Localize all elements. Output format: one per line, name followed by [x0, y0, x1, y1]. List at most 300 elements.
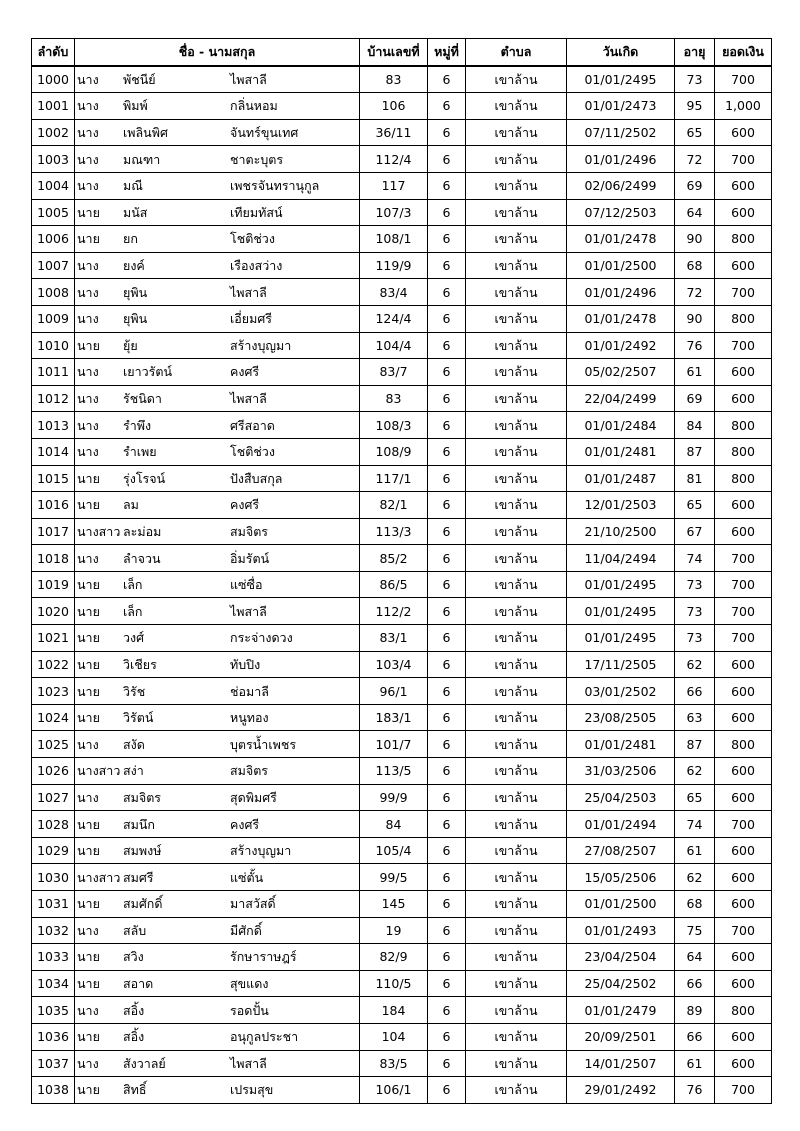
name-prefix: นาง	[77, 284, 99, 300]
cell-no: 1000	[32, 66, 75, 93]
cell-amount: 800	[715, 412, 772, 439]
table-row	[32, 385, 772, 412]
last-name: แซ่ซื่อ	[230, 577, 263, 593]
name-prefix: นาง	[77, 391, 99, 407]
last-name: เรืองสว่าง	[230, 258, 283, 274]
first-name: วิเชียร	[123, 656, 157, 672]
cell-tambon: เขาล้าน	[466, 811, 567, 838]
cell-birth: 23/08/2505	[567, 704, 675, 731]
cell-name	[75, 146, 360, 173]
cell-house: 82/1	[360, 492, 428, 519]
cell-name	[75, 465, 360, 492]
cell-name	[75, 93, 360, 120]
cell-amount: 700	[715, 66, 772, 93]
table-row	[32, 545, 772, 572]
last-name: กลิ่นหอม	[230, 98, 278, 114]
last-name: ไพสาลี	[230, 284, 267, 300]
cell-tambon: เขาล้าน	[466, 758, 567, 785]
table-row	[32, 119, 772, 146]
cell-tambon: เขาล้าน	[466, 997, 567, 1024]
cell-name	[75, 492, 360, 519]
full-name	[77, 652, 359, 677]
cell-birth: 29/01/2492	[567, 1077, 675, 1104]
full-name	[77, 838, 359, 863]
cell-tambon: เขาล้าน	[466, 465, 567, 492]
cell-birth: 11/04/2494	[567, 545, 675, 572]
cell-moo: 6	[428, 625, 466, 652]
first-name: ยงค์	[123, 258, 145, 274]
cell-moo: 6	[428, 359, 466, 386]
table-row	[32, 784, 772, 811]
first-name: สมนึก	[123, 816, 155, 832]
cell-amount: 800	[715, 731, 772, 758]
last-name: สร้างบุญมา	[230, 843, 292, 859]
name-prefix: นางสาว	[77, 523, 121, 539]
cell-age: 68	[675, 252, 715, 279]
cell-birth: 01/01/2500	[567, 252, 675, 279]
full-name	[77, 865, 359, 890]
cell-tambon: เขาล้าน	[466, 252, 567, 279]
cell-age: 62	[675, 758, 715, 785]
cell-moo: 6	[428, 412, 466, 439]
cell-house: 83	[360, 66, 428, 93]
cell-no: 1013	[32, 412, 75, 439]
last-name: โชติช่วง	[230, 231, 275, 247]
full-name	[77, 492, 359, 517]
cell-age: 95	[675, 93, 715, 120]
cell-house: 105/4	[360, 837, 428, 864]
full-name	[77, 944, 359, 969]
last-name: ไพสาลี	[230, 391, 267, 407]
cell-birth: 05/02/2507	[567, 359, 675, 386]
last-name: ช่อมาลี	[230, 683, 269, 699]
cell-birth: 01/01/2496	[567, 146, 675, 173]
last-name: กระจ่างดวง	[230, 630, 293, 646]
cell-age: 72	[675, 279, 715, 306]
first-name: วิรัตน์	[123, 710, 154, 726]
cell-no: 1010	[32, 332, 75, 359]
table-row	[32, 891, 772, 918]
cell-moo: 6	[428, 199, 466, 226]
cell-moo: 6	[428, 438, 466, 465]
cell-name	[75, 518, 360, 545]
cell-name	[75, 545, 360, 572]
last-name: ไพสาลี	[230, 71, 267, 87]
cell-house: 112/4	[360, 146, 428, 173]
cell-tambon: เขาล้าน	[466, 279, 567, 306]
name-prefix: นาย	[77, 1082, 100, 1098]
cell-birth: 22/04/2499	[567, 385, 675, 412]
cell-birth: 01/01/2481	[567, 731, 675, 758]
cell-birth: 14/01/2507	[567, 1050, 675, 1077]
last-name: แซ่ตั้น	[230, 869, 264, 885]
cell-house: 96/1	[360, 678, 428, 705]
cell-age: 81	[675, 465, 715, 492]
cell-birth: 25/04/2502	[567, 970, 675, 997]
header-name: ชื่อ - นามสกุล	[75, 39, 360, 66]
cell-amount: 700	[715, 625, 772, 652]
cell-no: 1034	[32, 970, 75, 997]
first-name: รัชนิดา	[123, 391, 162, 407]
first-name: ยุพิน	[123, 284, 148, 300]
table-row	[32, 1050, 772, 1077]
cell-name	[75, 385, 360, 412]
cell-moo: 6	[428, 226, 466, 253]
name-prefix: นาย	[77, 603, 100, 619]
cell-no: 1024	[32, 704, 75, 731]
full-name	[77, 333, 359, 358]
cell-age: 73	[675, 625, 715, 652]
last-name: ชาตะบุตร	[230, 151, 284, 167]
cell-house: 107/3	[360, 199, 428, 226]
cell-name	[75, 359, 360, 386]
cell-birth: 01/01/2492	[567, 332, 675, 359]
full-name	[77, 599, 359, 624]
cell-moo: 6	[428, 571, 466, 598]
cell-age: 65	[675, 492, 715, 519]
cell-tambon: เขาล้าน	[466, 332, 567, 359]
last-name: สุดพิมศรี	[230, 789, 277, 805]
cell-moo: 6	[428, 545, 466, 572]
cell-name	[75, 704, 360, 731]
cell-house: 19	[360, 917, 428, 944]
cell-age: 90	[675, 305, 715, 332]
table-row	[32, 837, 772, 864]
cell-moo: 6	[428, 252, 466, 279]
full-name	[77, 466, 359, 491]
cell-birth: 01/01/2478	[567, 226, 675, 253]
name-prefix: นาย	[77, 577, 100, 593]
first-name: สง่า	[123, 763, 144, 779]
table-row	[32, 651, 772, 678]
cell-amount: 600	[715, 119, 772, 146]
first-name: เล็ก	[123, 603, 143, 619]
cell-no: 1004	[32, 172, 75, 199]
cell-age: 74	[675, 811, 715, 838]
cell-birth: 01/01/2481	[567, 438, 675, 465]
last-name: จันทร์ขุนเทศ	[230, 125, 299, 141]
cell-house: 101/7	[360, 731, 428, 758]
last-name: เปรมสุข	[230, 1082, 274, 1098]
cell-tambon: เขาล้าน	[466, 891, 567, 918]
cell-name	[75, 1050, 360, 1077]
cell-moo: 6	[428, 1050, 466, 1077]
name-prefix: นาง	[77, 417, 99, 433]
name-prefix: นาย	[77, 949, 100, 965]
cell-age: 65	[675, 784, 715, 811]
cell-name	[75, 678, 360, 705]
cell-house: 99/9	[360, 784, 428, 811]
cell-house: 85/2	[360, 545, 428, 572]
last-name: ปังสืบสกุล	[230, 470, 283, 486]
cell-name	[75, 864, 360, 891]
cell-birth: 01/01/2487	[567, 465, 675, 492]
last-name: รอดปั้น	[230, 1002, 269, 1018]
cell-amount: 600	[715, 864, 772, 891]
cell-name	[75, 199, 360, 226]
cell-age: 73	[675, 598, 715, 625]
name-prefix: นาง	[77, 922, 99, 938]
cell-amount: 600	[715, 492, 772, 519]
name-prefix: นาง	[77, 71, 99, 87]
table-row	[32, 970, 772, 997]
last-name: ไพสาลี	[230, 603, 267, 619]
cell-tambon: เขาล้าน	[466, 545, 567, 572]
table-row	[32, 864, 772, 891]
cell-amount: 600	[715, 970, 772, 997]
last-name: ทับปิง	[230, 656, 261, 672]
full-name	[77, 1051, 359, 1076]
cell-birth: 07/12/2503	[567, 199, 675, 226]
cell-name	[75, 571, 360, 598]
cell-no: 1038	[32, 1077, 75, 1104]
table-row	[32, 625, 772, 652]
table-row	[32, 492, 772, 519]
full-name	[77, 359, 359, 384]
header-birth: วันเกิด	[567, 39, 675, 66]
cell-amount: 1,000	[715, 93, 772, 120]
cell-name	[75, 305, 360, 332]
cell-tambon: เขาล้าน	[466, 944, 567, 971]
cell-house: 82/9	[360, 944, 428, 971]
cell-birth: 23/04/2504	[567, 944, 675, 971]
cell-tambon: เขาล้าน	[466, 492, 567, 519]
full-name	[77, 679, 359, 704]
cell-tambon: เขาล้าน	[466, 305, 567, 332]
cell-moo: 6	[428, 172, 466, 199]
first-name: สอิ้ง	[123, 1002, 145, 1018]
first-name: มนัส	[123, 204, 148, 220]
table-row	[32, 438, 772, 465]
cell-no: 1007	[32, 252, 75, 279]
cell-no: 1035	[32, 997, 75, 1024]
name-prefix: นาย	[77, 231, 100, 247]
cell-no: 1020	[32, 598, 75, 625]
full-name	[77, 891, 359, 916]
cell-house: 183/1	[360, 704, 428, 731]
cell-birth: 01/01/2484	[567, 412, 675, 439]
cell-amount: 700	[715, 146, 772, 173]
cell-amount: 800	[715, 465, 772, 492]
cell-tambon: เขาล้าน	[466, 359, 567, 386]
cell-tambon: เขาล้าน	[466, 438, 567, 465]
first-name: เพลินพิศ	[123, 125, 168, 141]
cell-tambon: เขาล้าน	[466, 917, 567, 944]
cell-house: 84	[360, 811, 428, 838]
name-prefix: นาย	[77, 1029, 100, 1045]
name-prefix: นาง	[77, 258, 99, 274]
name-prefix: นาง	[77, 1055, 99, 1071]
name-prefix: นาย	[77, 656, 100, 672]
full-name	[77, 173, 359, 198]
cell-house: 104	[360, 1023, 428, 1050]
cell-age: 66	[675, 970, 715, 997]
cell-no: 1008	[32, 279, 75, 306]
cell-no: 1011	[32, 359, 75, 386]
full-name	[77, 572, 359, 597]
cell-amount: 700	[715, 811, 772, 838]
header-no: ลำดับ	[32, 39, 75, 66]
first-name: สมศรี	[123, 869, 154, 885]
cell-amount: 600	[715, 678, 772, 705]
cell-no: 1033	[32, 944, 75, 971]
cell-age: 68	[675, 891, 715, 918]
cell-moo: 6	[428, 279, 466, 306]
header-tambon: ตำบล	[466, 39, 567, 66]
last-name: อนุกูลประชา	[230, 1029, 299, 1045]
last-name: สมจิตร	[230, 763, 269, 779]
full-name	[77, 785, 359, 810]
cell-age: 73	[675, 571, 715, 598]
cell-name	[75, 758, 360, 785]
cell-birth: 17/11/2505	[567, 651, 675, 678]
cell-no: 1037	[32, 1050, 75, 1077]
cell-tambon: เขาล้าน	[466, 651, 567, 678]
full-name	[77, 732, 359, 757]
first-name: สงัด	[123, 736, 145, 752]
cell-birth: 01/01/2495	[567, 598, 675, 625]
cell-no: 1017	[32, 518, 75, 545]
beneficiary-table	[31, 38, 772, 1104]
cell-amount: 700	[715, 598, 772, 625]
cell-amount: 800	[715, 438, 772, 465]
cell-no: 1036	[32, 1023, 75, 1050]
cell-moo: 6	[428, 891, 466, 918]
cell-tambon: เขาล้าน	[466, 678, 567, 705]
cell-moo: 6	[428, 146, 466, 173]
last-name: ไพสาลี	[230, 1055, 267, 1071]
table-row	[32, 518, 772, 545]
cell-name	[75, 412, 360, 439]
cell-age: 90	[675, 226, 715, 253]
cell-no: 1022	[32, 651, 75, 678]
first-name: พัชนีย์	[123, 71, 156, 87]
cell-birth: 20/09/2501	[567, 1023, 675, 1050]
cell-house: 103/4	[360, 651, 428, 678]
name-prefix: นาย	[77, 710, 100, 726]
full-name	[77, 812, 359, 837]
cell-tambon: เขาล้าน	[466, 625, 567, 652]
full-name	[77, 519, 359, 544]
cell-tambon: เขาล้าน	[466, 146, 567, 173]
first-name: ลม	[123, 497, 139, 513]
cell-amount: 600	[715, 758, 772, 785]
cell-age: 64	[675, 944, 715, 971]
last-name: สมจิตร	[230, 523, 269, 539]
cell-house: 36/11	[360, 119, 428, 146]
cell-no: 1021	[32, 625, 75, 652]
first-name: รำเพย	[123, 444, 157, 460]
cell-house: 83/1	[360, 625, 428, 652]
cell-house: 117/1	[360, 465, 428, 492]
cell-amount: 600	[715, 837, 772, 864]
table-row	[32, 172, 772, 199]
full-name	[77, 546, 359, 571]
name-prefix: นาง	[77, 364, 99, 380]
name-prefix: นาง	[77, 789, 99, 805]
cell-amount: 800	[715, 226, 772, 253]
full-name	[77, 1024, 359, 1049]
cell-name	[75, 1023, 360, 1050]
cell-tambon: เขาล้าน	[466, 704, 567, 731]
cell-moo: 6	[428, 93, 466, 120]
name-prefix: นาง	[77, 1002, 99, 1018]
cell-name	[75, 332, 360, 359]
first-name: ลำจวน	[123, 550, 161, 566]
cell-no: 1001	[32, 93, 75, 120]
cell-birth: 07/11/2502	[567, 119, 675, 146]
cell-birth: 12/01/2503	[567, 492, 675, 519]
cell-age: 66	[675, 1023, 715, 1050]
cell-moo: 6	[428, 1023, 466, 1050]
cell-no: 1028	[32, 811, 75, 838]
cell-tambon: เขาล้าน	[466, 1023, 567, 1050]
cell-birth: 01/01/2494	[567, 811, 675, 838]
cell-moo: 6	[428, 119, 466, 146]
full-name	[77, 758, 359, 783]
cell-age: 64	[675, 199, 715, 226]
full-name	[77, 386, 359, 411]
cell-house: 99/5	[360, 864, 428, 891]
table-row	[32, 305, 772, 332]
last-name: เทียมทัสน์	[230, 204, 283, 220]
cell-no: 1018	[32, 545, 75, 572]
cell-age: 75	[675, 917, 715, 944]
cell-tambon: เขาล้าน	[466, 199, 567, 226]
cell-moo: 6	[428, 651, 466, 678]
cell-no: 1019	[32, 571, 75, 598]
table-row	[32, 199, 772, 226]
cell-amount: 600	[715, 518, 772, 545]
table-row	[32, 332, 772, 359]
table-row	[32, 252, 772, 279]
full-name	[77, 413, 359, 438]
cell-no: 1002	[32, 119, 75, 146]
cell-age: 76	[675, 332, 715, 359]
cell-house: 108/9	[360, 438, 428, 465]
cell-age: 76	[675, 1077, 715, 1104]
cell-amount: 600	[715, 1023, 772, 1050]
first-name: ยก	[123, 231, 138, 247]
cell-moo: 6	[428, 465, 466, 492]
first-name: วิรัช	[123, 683, 146, 699]
first-name: ยุ้ย	[123, 337, 138, 353]
first-name: สอิ้ง	[123, 1029, 145, 1045]
cell-name	[75, 784, 360, 811]
last-name: มีศักดิ์	[230, 922, 262, 938]
cell-name	[75, 252, 360, 279]
last-name: เพชรจันทรานุกูล	[230, 178, 320, 194]
cell-tambon: เขาล้าน	[466, 784, 567, 811]
cell-birth: 01/01/2495	[567, 625, 675, 652]
cell-name	[75, 944, 360, 971]
cell-no: 1031	[32, 891, 75, 918]
table-row	[32, 66, 772, 93]
cell-house: 106/1	[360, 1077, 428, 1104]
cell-age: 69	[675, 172, 715, 199]
header-moo: หมู่ที่	[428, 39, 466, 66]
cell-name	[75, 66, 360, 93]
cell-house: 83	[360, 385, 428, 412]
table-row	[32, 465, 772, 492]
last-name: คงศรี	[230, 364, 260, 380]
cell-age: 89	[675, 997, 715, 1024]
full-name	[77, 200, 359, 225]
table-row	[32, 93, 772, 120]
name-prefix: นาง	[77, 736, 99, 752]
cell-no: 1015	[32, 465, 75, 492]
cell-amount: 600	[715, 252, 772, 279]
